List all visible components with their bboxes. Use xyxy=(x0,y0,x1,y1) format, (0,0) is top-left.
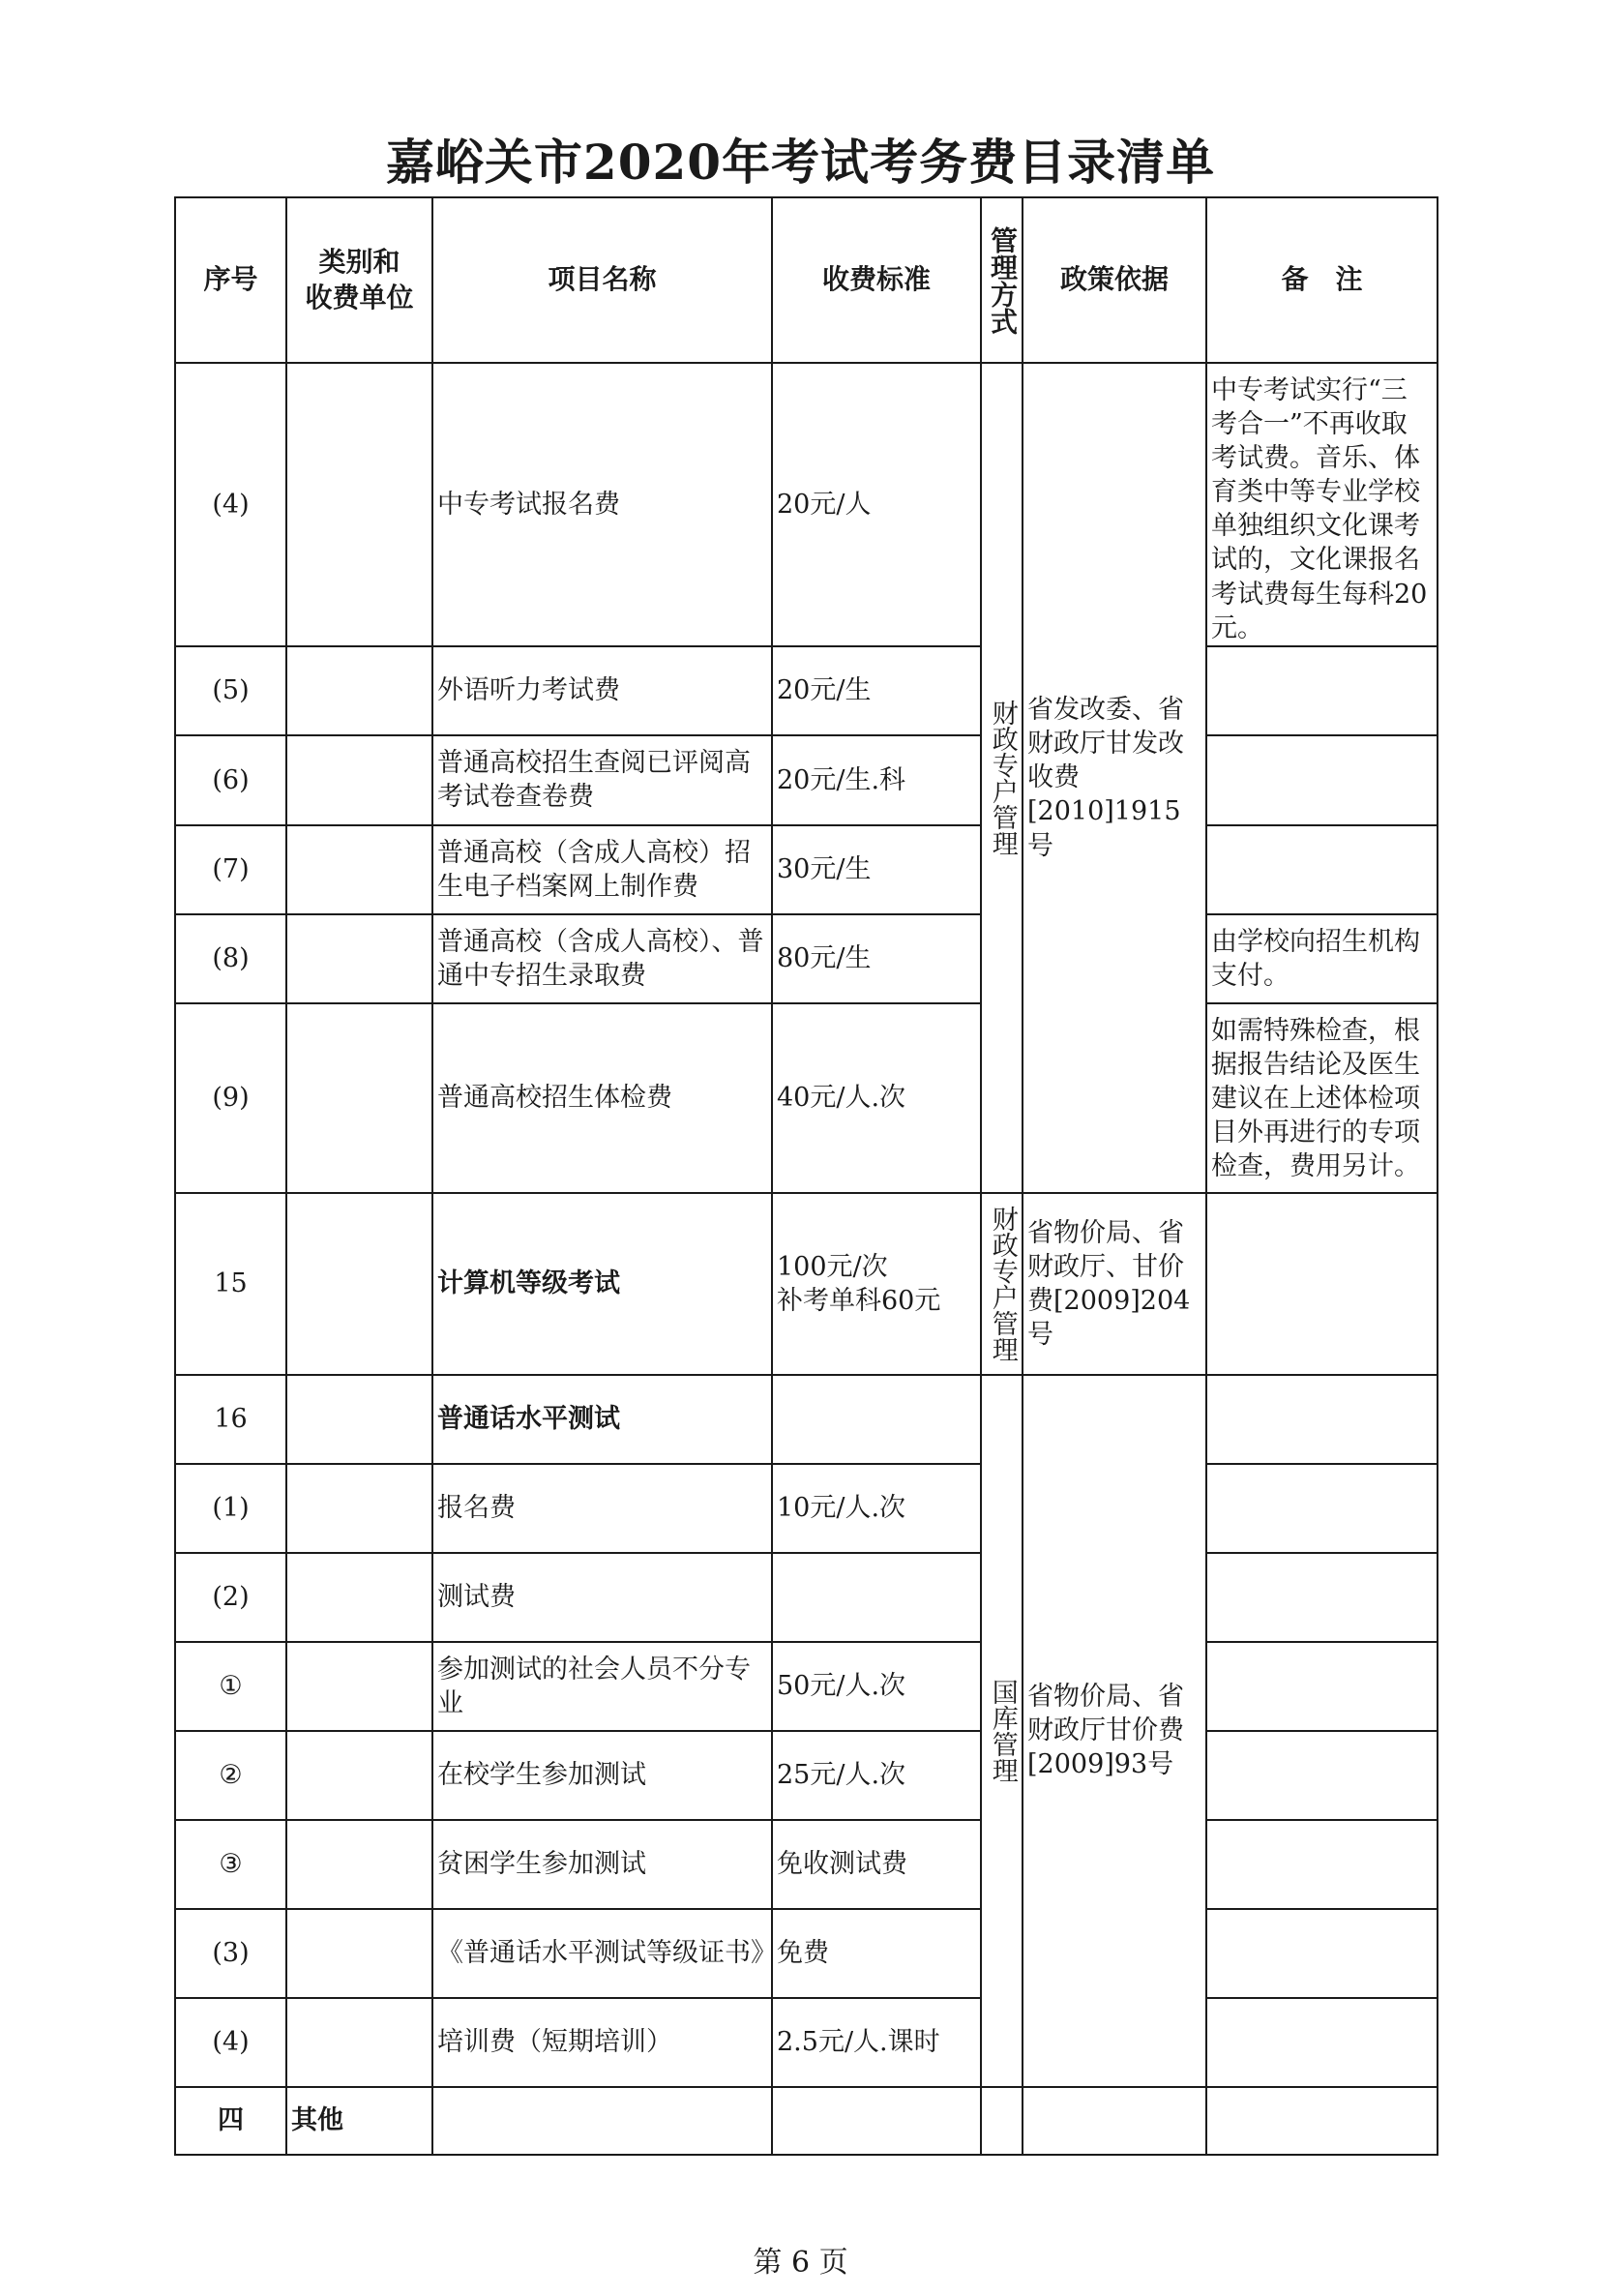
group2-management: 财政专户管理 xyxy=(987,1205,1018,1362)
row-item xyxy=(432,2087,772,2155)
row-remarks xyxy=(1206,1820,1438,1909)
row-remarks xyxy=(1206,1998,1438,2087)
row-category xyxy=(286,1003,432,1193)
table-row xyxy=(175,1642,1438,1731)
table-header-row xyxy=(175,197,1438,363)
page-title: 嘉峪关市2020年考试考务费目录清单 xyxy=(385,134,1216,191)
row-seq: (8) xyxy=(175,914,286,1003)
row-seq: 16 xyxy=(175,1375,286,1464)
row-category xyxy=(286,825,432,914)
row-remarks xyxy=(1206,1193,1438,1375)
group2-policy: 省物价局、省财政厅、甘价费[2009]204号 xyxy=(1023,1193,1206,1375)
row-remarks xyxy=(1206,1375,1438,1464)
table-row xyxy=(175,2087,1438,2155)
row-standard: 20元/生.科 xyxy=(772,735,981,825)
row-remarks: 如需特殊检查，根据报告结论及医生建议在上述体检项目外再进行的专项检查，费用另计。 xyxy=(1206,1003,1438,1193)
table-row xyxy=(175,1553,1438,1642)
row-standard: 20元/生 xyxy=(772,646,981,735)
row-seq: ① xyxy=(175,1642,286,1731)
row-standard xyxy=(772,2087,981,2155)
row-standard xyxy=(772,1553,981,1642)
table-row xyxy=(175,646,1438,735)
row-category: 其他 xyxy=(286,2087,432,2155)
group1-management: 财政专户管理 xyxy=(987,699,1018,856)
row-standard: 免收测试费 xyxy=(772,1820,981,1909)
row-remarks xyxy=(1206,1553,1438,1642)
row-category xyxy=(286,1464,432,1553)
row-seq: (1) xyxy=(175,1464,286,1553)
row-seq: (2) xyxy=(175,1553,286,1642)
row-category xyxy=(286,1820,432,1909)
row-remarks xyxy=(1206,1464,1438,1553)
row-item: 普通高校（含成人高校）招生电子档案网上制作费 xyxy=(432,825,772,914)
row-seq: (4) xyxy=(175,363,286,646)
row-item: 在校学生参加测试 xyxy=(432,1731,772,1820)
row-remarks xyxy=(1206,2087,1438,2155)
row-category xyxy=(286,1909,432,1998)
row-standard: 2.5元/人.课时 xyxy=(772,1998,981,2087)
header-item: 项目名称 xyxy=(432,197,772,363)
row-category xyxy=(286,1642,432,1731)
row-standard: 免费 xyxy=(772,1909,981,1998)
row-remarks xyxy=(1206,825,1438,914)
header-remarks: 备 注 xyxy=(1206,197,1438,363)
row-category xyxy=(286,646,432,735)
row-category xyxy=(286,1731,432,1820)
row-seq: (5) xyxy=(175,646,286,735)
table-row xyxy=(175,1731,1438,1820)
row-item: 参加测试的社会人员不分专业 xyxy=(432,1642,772,1731)
row-item: 普通高校招生查阅已评阅高考试卷查卷费 xyxy=(432,735,772,825)
row-item: 报名费 xyxy=(432,1464,772,1553)
row-standard: 30元/生 xyxy=(772,825,981,914)
row-remarks xyxy=(1206,1909,1438,1998)
row-category xyxy=(286,1375,432,1464)
row-item: 普通话水平测试 xyxy=(432,1375,772,1464)
header-standard: 收费标准 xyxy=(772,197,981,363)
header-policy: 政策依据 xyxy=(1023,197,1206,363)
row-seq: 四 xyxy=(175,2087,286,2155)
row-standard: 80元/生 xyxy=(772,914,981,1003)
row-item: 《普通话水平测试等级证书》 xyxy=(432,1909,772,1998)
row-remarks: 中专考试实行“三考合一”不再收取考试费。音乐、体育类中等专业学校单独组织文化课考试的，文化课报名考试费每生每科20元。 xyxy=(1206,363,1438,646)
row-remarks xyxy=(1206,735,1438,825)
row-standard xyxy=(772,1375,981,1464)
row-seq: ② xyxy=(175,1731,286,1820)
header-category: 类别和 收费单位 xyxy=(286,197,432,363)
row-seq: (9) xyxy=(175,1003,286,1193)
group3-management: 国库管理 xyxy=(987,1678,1018,1783)
row-remarks xyxy=(1206,646,1438,735)
row-item: 外语听力考试费 xyxy=(432,646,772,735)
row-category xyxy=(286,1998,432,2087)
row-category xyxy=(286,914,432,1003)
table-row xyxy=(175,1193,1438,1375)
table-row xyxy=(175,1464,1438,1553)
row-standard: 40元/人.次 xyxy=(772,1003,981,1193)
table-row xyxy=(175,914,1438,1003)
row-item: 普通高校招生体检费 xyxy=(432,1003,772,1193)
table-row xyxy=(175,735,1438,825)
header-seq: 序号 xyxy=(175,197,286,363)
row-category xyxy=(286,1193,432,1375)
row-seq: (3) xyxy=(175,1909,286,1998)
row-standard: 50元/人.次 xyxy=(772,1642,981,1731)
fee-table xyxy=(174,196,1438,2156)
table-row xyxy=(175,1003,1438,1193)
row-seq: (4) xyxy=(175,1998,286,2087)
table-row xyxy=(175,1375,1438,1464)
table-row xyxy=(175,1909,1438,1998)
table-row xyxy=(175,1820,1438,1909)
row-item: 贫困学生参加测试 xyxy=(432,1820,772,1909)
row-standard: 25元/人.次 xyxy=(772,1731,981,1820)
row-seq: 15 xyxy=(175,1193,286,1375)
group3-policy: 省物价局、省财政厅甘价费[2009]93号 xyxy=(1023,1375,1206,2087)
row-item: 中专考试报名费 xyxy=(432,363,772,646)
row-category xyxy=(286,363,432,646)
row-management xyxy=(981,2087,1023,2155)
row-category xyxy=(286,735,432,825)
row-seq: ③ xyxy=(175,1820,286,1909)
row-item: 计算机等级考试 xyxy=(432,1193,772,1375)
table-row xyxy=(175,1998,1438,2087)
header-management: 管理方式 xyxy=(987,225,1019,335)
row-remarks xyxy=(1206,1642,1438,1731)
row-standard: 20元/人 xyxy=(772,363,981,646)
page-number: 第 6 页 xyxy=(753,2246,848,2280)
row-item: 测试费 xyxy=(432,1553,772,1642)
table-row xyxy=(175,825,1438,914)
row-seq: (6) xyxy=(175,735,286,825)
group1-policy: 省发改委、省财政厅甘发改收费[2010]1915号 xyxy=(1023,363,1206,1193)
row-item: 普通高校（含成人高校）、普通中专招生录取费 xyxy=(432,914,772,1003)
row-seq: (7) xyxy=(175,825,286,914)
row-remarks: 由学校向招生机构支付。 xyxy=(1206,914,1438,1003)
row-policy xyxy=(1023,2087,1206,2155)
table-row xyxy=(175,363,1438,646)
row-standard: 100元/次 补考单科60元 xyxy=(772,1193,981,1375)
row-item: 培训费（短期培训） xyxy=(432,1998,772,2087)
row-remarks xyxy=(1206,1731,1438,1820)
row-standard: 10元/人.次 xyxy=(772,1464,981,1553)
row-category xyxy=(286,1553,432,1642)
